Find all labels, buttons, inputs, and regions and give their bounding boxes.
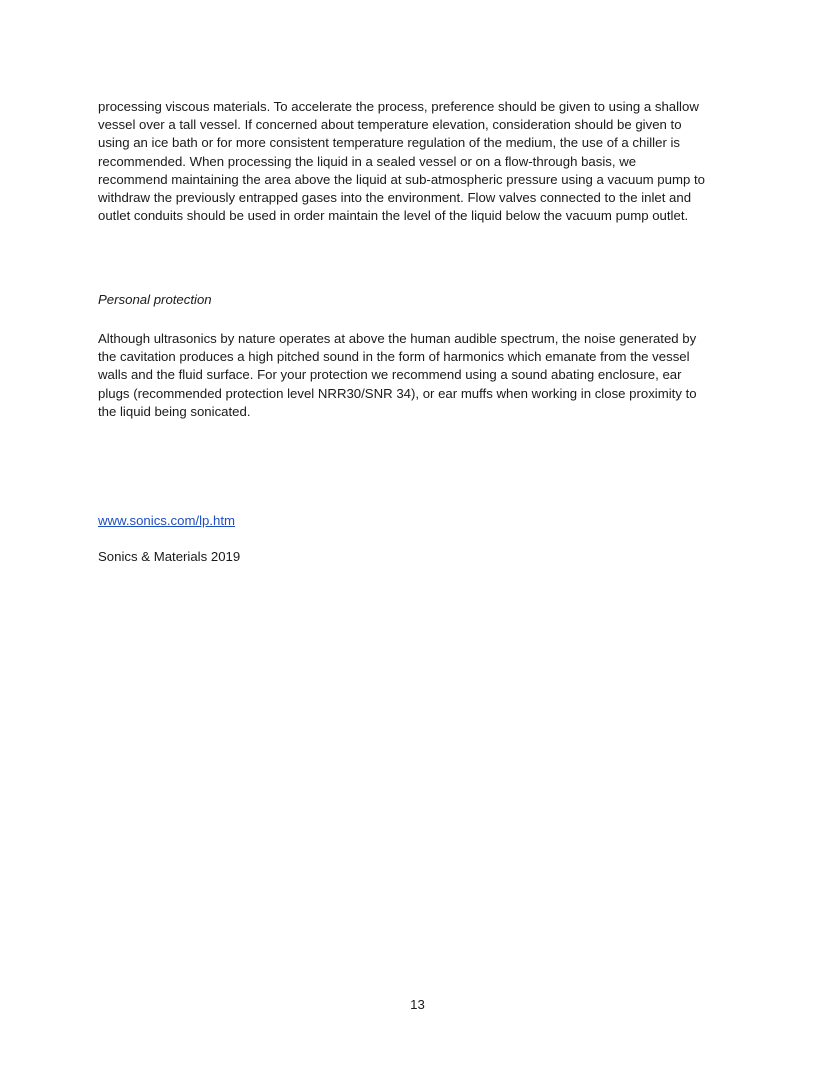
paragraph-line: withdraw the previously entrapped gases into the environment. Flow valves connected to the inlet and: [98, 190, 692, 206]
paragraph-line: the cavitation produces a high pitched sound in the form of harmonics which emanate from the vessel: [98, 349, 690, 365]
body-paragraph-personal-protection: [98, 330, 748, 421]
page-number: 13: [410, 997, 425, 1012]
website-link[interactable]: www.sonics.com/lp.htm: [98, 513, 236, 528]
paragraph-line: vessel over a tall vessel. If concerned about temperature elevation, consideration should be given to: [98, 117, 682, 133]
paragraph-line: plugs (recommended protection level NRR30/SNR 34), or ear muffs when working in close proximity to: [98, 385, 697, 401]
body-paragraph-processing: [98, 98, 748, 225]
paragraph-line: recommended. When processing the liquid in a sealed vessel or on a flow-through basis, we: [98, 153, 637, 169]
paragraph-line: Although ultrasonics by nature operates at above the human audible spectrum, the noise generated by: [98, 331, 697, 346]
paragraph-line: outlet conduits should be used in order maintain the level of the liquid below the vacuum pump outlet.: [98, 208, 689, 224]
paragraph-line: walls and the fluid surface. For your protection we recommend using a sound abating enclosure, ear: [98, 367, 682, 383]
section-heading-personal-protection: Personal protection: [98, 292, 212, 307]
paragraph-line: the liquid being sonicated.: [98, 403, 251, 419]
paragraph-line: processing viscous materials. To accelerate the process, preference should be given to using a shallow: [98, 99, 699, 114]
paragraph-line: recommend maintaining the area above the liquid at sub-atmospheric pressure using a vacuum pump to: [98, 171, 705, 187]
paragraph-line: using an ice bath or for more consistent temperature regulation of the medium, the use of a chiller is: [98, 135, 681, 151]
copyright-text: Sonics & Materials 2019: [98, 549, 241, 564]
